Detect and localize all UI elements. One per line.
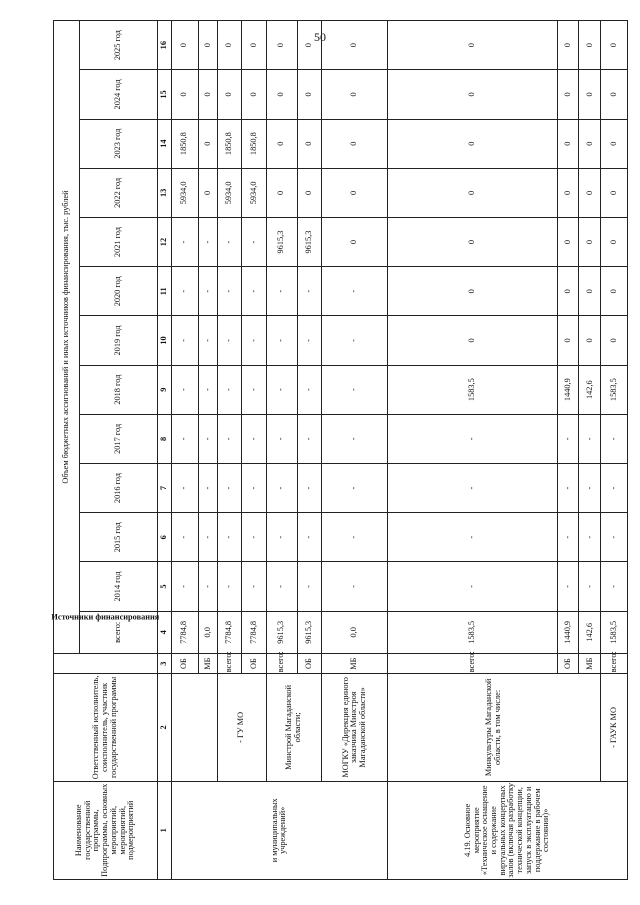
executor-cell: - ГУ МО — [218, 674, 267, 781]
year-value-cell: 0 — [387, 217, 557, 266]
header-year: 2014 год — [80, 562, 158, 611]
year-value-cell: 142,6 — [579, 365, 601, 414]
year-value-cell: 0 — [601, 119, 628, 168]
header-year: 2023 год — [80, 119, 158, 168]
year-value-cell: - — [601, 414, 628, 463]
column-number: 1 — [158, 781, 172, 879]
year-value-cell: 0 — [298, 70, 322, 119]
funding-source-cell: ОБ — [557, 654, 579, 674]
year-value-cell: 0 — [172, 21, 199, 70]
year-value-cell: 0 — [557, 267, 579, 316]
header-col1: Наименование государственной программы, Подпрограммы, основных мероприятий, мероприятий, подмероприятий — [54, 781, 158, 879]
year-value-cell: 0 — [322, 70, 387, 119]
column-number: 4 — [158, 611, 172, 654]
header-total: всего: — [80, 611, 158, 654]
table-row — [387, 21, 557, 880]
executor-cell: Минкультуры Магаданской области, в том числе: — [387, 674, 600, 781]
year-value-cell: 0 — [387, 316, 557, 365]
year-value-cell: 0 — [198, 168, 217, 217]
year-value-cell: - — [579, 513, 601, 562]
year-value-cell: - — [298, 365, 322, 414]
year-value-cell: - — [266, 316, 298, 365]
financing-table — [53, 20, 628, 880]
year-value-cell: - — [198, 217, 217, 266]
column-number: 14 — [158, 119, 172, 168]
funding-source-cell: МБ — [198, 654, 217, 674]
year-value-cell: - — [322, 463, 387, 512]
rotated-table-container — [53, 20, 628, 880]
header-year: 2016 год — [80, 463, 158, 512]
year-value-cell: 0 — [387, 21, 557, 70]
page-number: 50 — [314, 30, 326, 44]
year-value-cell: 0 — [198, 21, 217, 70]
year-value-cell: - — [172, 217, 199, 266]
funding-source-cell: МБ — [579, 654, 601, 674]
year-value-cell: - — [242, 365, 266, 414]
header-col3-text: Источники финансирования — [51, 612, 160, 622]
year-value-cell: 0 — [198, 119, 217, 168]
year-value-cell: 0 — [557, 316, 579, 365]
year-value-cell: - — [218, 463, 242, 512]
year-value-cell: - — [266, 267, 298, 316]
column-number: 3 — [158, 654, 172, 674]
year-value-cell: - — [387, 463, 557, 512]
total-cell: 7784,8 — [218, 611, 242, 654]
header-volume: Объем бюджетных ассигнований и иных источников финансирования, тыс. рублей — [54, 21, 80, 654]
year-value-cell: 0 — [218, 70, 242, 119]
header-year: 2019 год — [80, 316, 158, 365]
table-body — [172, 21, 628, 880]
year-value-cell: 0 — [198, 70, 217, 119]
year-value-cell: - — [601, 513, 628, 562]
year-value-cell: - — [322, 267, 387, 316]
funding-source-cell: всего: — [218, 654, 242, 674]
year-value-cell: 0 — [601, 168, 628, 217]
year-value-cell: - — [579, 562, 601, 611]
year-value-cell: 0 — [266, 168, 298, 217]
year-value-cell: 0 — [601, 316, 628, 365]
year-value-cell: 0 — [322, 119, 387, 168]
column-number: 9 — [158, 365, 172, 414]
year-value-cell: - — [266, 513, 298, 562]
funding-source-cell: МБ — [322, 654, 387, 674]
year-value-cell: - — [172, 267, 199, 316]
measure-name-cell: 4.19. Основное мероприятие «Техническое оснащение и содержание виртуальных концертных залов (включая разработку технической концепции, запуск в эксплуатацию и поддержание в рабочем состоянии)» — [387, 781, 627, 879]
column-number: 13 — [158, 168, 172, 217]
column-number: 15 — [158, 70, 172, 119]
year-value-cell: 1583,5 — [387, 365, 557, 414]
year-value-cell: - — [172, 414, 199, 463]
column-number: 16 — [158, 21, 172, 70]
year-value-cell: - — [557, 463, 579, 512]
year-value-cell: 5934,0 — [242, 168, 266, 217]
year-value-cell: - — [298, 267, 322, 316]
total-cell: 142,6 — [579, 611, 601, 654]
year-value-cell: - — [242, 267, 266, 316]
year-value-cell: 0 — [579, 217, 601, 266]
year-value-cell: - — [266, 463, 298, 512]
year-value-cell: - — [218, 217, 242, 266]
header-year: 2017 год — [80, 414, 158, 463]
column-number: 11 — [158, 267, 172, 316]
year-value-cell: - — [242, 414, 266, 463]
year-value-cell: 0 — [172, 70, 199, 119]
year-value-cell: - — [242, 562, 266, 611]
total-cell: 7784,8 — [242, 611, 266, 654]
table-row — [266, 21, 298, 880]
header-year: 2015 год — [80, 513, 158, 562]
column-number: 7 — [158, 463, 172, 512]
column-number: 8 — [158, 414, 172, 463]
year-value-cell: - — [242, 513, 266, 562]
year-value-cell: 0 — [579, 168, 601, 217]
funding-source-cell: всего: — [387, 654, 557, 674]
year-value-cell: - — [242, 316, 266, 365]
year-value-cell: - — [172, 316, 199, 365]
year-value-cell: - — [198, 267, 217, 316]
year-value-cell: 0 — [601, 217, 628, 266]
year-value-cell: 0 — [387, 168, 557, 217]
year-value-cell: 1850,8 — [218, 119, 242, 168]
funding-source-cell: всего: — [266, 654, 298, 674]
column-number: 12 — [158, 217, 172, 266]
year-value-cell: 0 — [218, 21, 242, 70]
year-value-cell: - — [172, 562, 199, 611]
year-value-cell: - — [242, 463, 266, 512]
year-value-cell: 9615,3 — [266, 217, 298, 266]
year-value-cell: - — [198, 365, 217, 414]
year-value-cell: - — [198, 463, 217, 512]
year-value-cell: 0 — [601, 21, 628, 70]
year-value-cell: - — [266, 365, 298, 414]
funding-source-cell: ОБ — [298, 654, 322, 674]
year-value-cell: 5934,0 — [218, 168, 242, 217]
year-value-cell: 0 — [266, 21, 298, 70]
table-row — [322, 21, 387, 880]
year-value-cell: 0 — [579, 21, 601, 70]
total-cell: 0,0 — [198, 611, 217, 654]
year-value-cell: 0 — [387, 70, 557, 119]
year-value-cell: - — [601, 463, 628, 512]
year-value-cell: - — [322, 365, 387, 414]
year-value-cell: - — [322, 513, 387, 562]
year-value-cell: 9615,3 — [298, 217, 322, 266]
year-value-cell: - — [198, 414, 217, 463]
header-year: 2018 год — [80, 365, 158, 414]
year-value-cell: 0 — [387, 119, 557, 168]
column-number: 5 — [158, 562, 172, 611]
year-value-cell: - — [218, 316, 242, 365]
year-value-cell: - — [242, 217, 266, 266]
year-value-cell: 0 — [557, 217, 579, 266]
total-cell: 1583,5 — [601, 611, 628, 654]
year-value-cell: - — [172, 513, 199, 562]
year-value-cell: 0 — [298, 119, 322, 168]
column-number: 6 — [158, 513, 172, 562]
column-number: 10 — [158, 316, 172, 365]
table-row — [601, 21, 628, 880]
year-value-cell: 0 — [601, 267, 628, 316]
year-value-cell: - — [218, 513, 242, 562]
year-value-cell: - — [322, 414, 387, 463]
total-cell: 1583,5 — [387, 611, 557, 654]
year-value-cell: 0 — [557, 168, 579, 217]
year-value-cell: - — [557, 562, 579, 611]
column-number: 2 — [158, 674, 172, 781]
year-value-cell: 0 — [579, 316, 601, 365]
funding-source-cell: всего: — [601, 654, 628, 674]
executor-cell — [172, 674, 218, 781]
year-value-cell: 0 — [242, 21, 266, 70]
year-value-cell: 0 — [579, 70, 601, 119]
year-value-cell: 0 — [557, 21, 579, 70]
year-value-cell: 1583,5 — [601, 365, 628, 414]
year-value-cell: - — [298, 316, 322, 365]
year-value-cell: - — [387, 414, 557, 463]
table-row — [172, 21, 199, 880]
year-value-cell: 0 — [242, 70, 266, 119]
header-year: 2025 год — [80, 21, 158, 70]
total-cell: 9615,3 — [266, 611, 298, 654]
year-value-cell: 0 — [387, 267, 557, 316]
year-value-cell: - — [198, 316, 217, 365]
year-value-cell: 5934,0 — [172, 168, 199, 217]
year-value-cell: 0 — [557, 70, 579, 119]
year-value-cell: - — [218, 414, 242, 463]
year-value-cell: - — [298, 562, 322, 611]
year-value-cell: 0 — [266, 119, 298, 168]
year-value-cell: 0 — [298, 168, 322, 217]
year-value-cell: - — [322, 562, 387, 611]
funding-source-cell: ОБ — [172, 654, 199, 674]
year-value-cell: - — [601, 562, 628, 611]
year-value-cell: - — [218, 267, 242, 316]
year-value-cell: - — [198, 562, 217, 611]
measure-name-cell: и муниципальных учреждений» — [172, 781, 388, 879]
year-value-cell: - — [266, 414, 298, 463]
year-value-cell: - — [298, 513, 322, 562]
year-value-cell: 1850,8 — [242, 119, 266, 168]
year-value-cell: 0 — [322, 21, 387, 70]
year-value-cell: - — [557, 414, 579, 463]
executor-cell: - ГАУК МО — [601, 674, 628, 781]
executor-cell: Минстрой Магаданской области; — [266, 674, 322, 781]
year-value-cell: - — [557, 513, 579, 562]
total-cell: 7784,8 — [172, 611, 199, 654]
executor-cell: МОГКУ «Дирекция единого заказчика Минстроя Магаданской области» — [322, 674, 387, 781]
header-year: 2021 год — [80, 217, 158, 266]
year-value-cell: 0 — [579, 119, 601, 168]
year-value-cell: 0 — [579, 267, 601, 316]
year-value-cell: - — [218, 365, 242, 414]
year-value-cell: 0 — [601, 70, 628, 119]
year-value-cell: - — [266, 562, 298, 611]
year-value-cell: - — [322, 316, 387, 365]
year-value-cell: 0 — [266, 70, 298, 119]
year-value-cell: 0 — [322, 168, 387, 217]
year-value-cell: - — [387, 513, 557, 562]
year-value-cell: - — [298, 463, 322, 512]
header-year: 2022 год — [80, 168, 158, 217]
table-row — [218, 21, 242, 880]
year-value-cell: 0 — [557, 119, 579, 168]
total-cell: 0,0 — [322, 611, 387, 654]
year-value-cell: - — [579, 463, 601, 512]
year-value-cell: - — [298, 414, 322, 463]
year-value-cell: - — [172, 365, 199, 414]
year-value-cell: - — [172, 463, 199, 512]
year-value-cell: - — [218, 562, 242, 611]
column-numbers-row — [158, 21, 172, 880]
year-value-cell: 1850,8 — [172, 119, 199, 168]
year-value-cell: 0 — [322, 217, 387, 266]
year-value-cell: 1440,9 — [557, 365, 579, 414]
funding-source-cell: ОБ — [242, 654, 266, 674]
header-year: 2024 год — [80, 70, 158, 119]
year-value-cell: - — [579, 414, 601, 463]
year-value-cell: - — [387, 562, 557, 611]
header-col2: Ответственный исполнитель, соисполнитель, участник государственной программы — [54, 674, 158, 781]
header-year: 2020 год — [80, 267, 158, 316]
year-value-cell: - — [198, 513, 217, 562]
total-cell: 9615,3 — [298, 611, 322, 654]
year-value-cell: 0 — [298, 21, 322, 70]
total-cell: 1440,9 — [557, 611, 579, 654]
